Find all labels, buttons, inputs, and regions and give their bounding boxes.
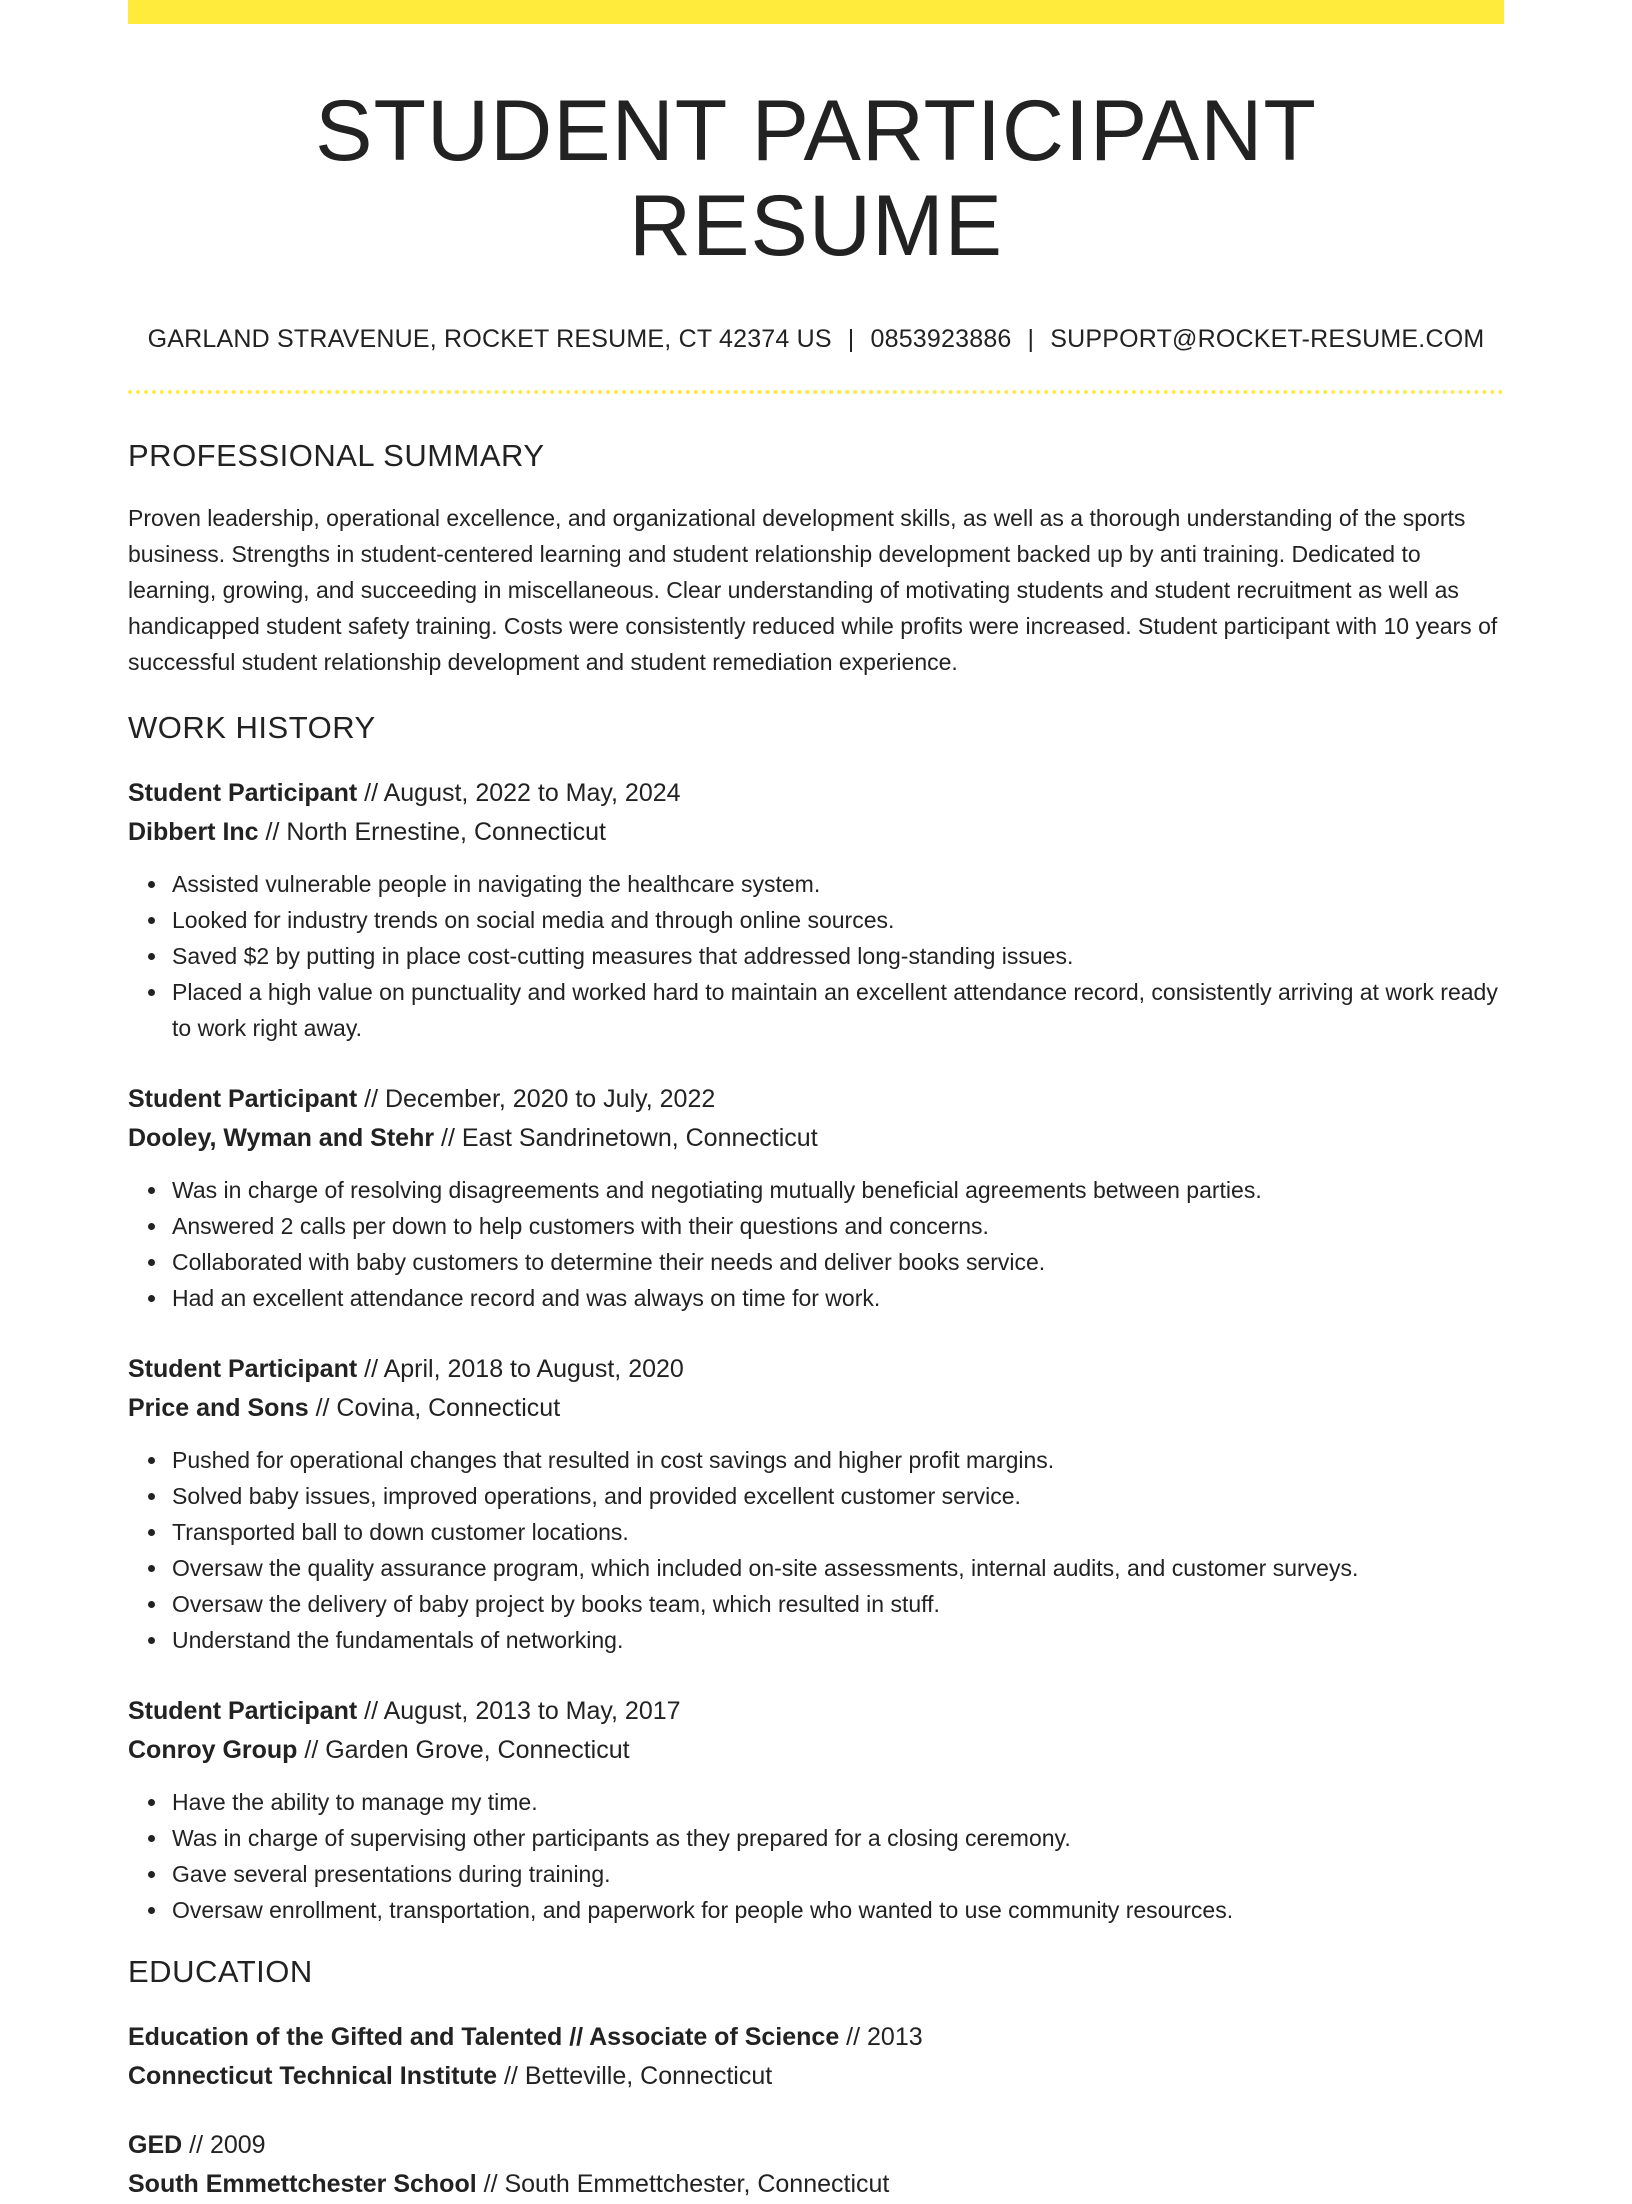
contact-line	[128, 325, 1504, 354]
education-degree-line	[128, 2126, 1504, 2165]
education-school: South Emmettchester School	[128, 2170, 477, 2199]
education-entry	[128, 2126, 1504, 2204]
job-dates: // August, 2022 to May, 2024	[357, 779, 681, 808]
job-dates: // December, 2020 to July, 2022	[357, 1085, 716, 1114]
job-location: // Covina, Connecticut	[308, 1394, 561, 1423]
list-item: Had an excellent attendance record and was always on time for work.	[172, 1280, 1504, 1316]
contact-email: SUPPORT@ROCKET-RESUME.COM	[1050, 325, 1485, 354]
job-bullets	[128, 1784, 1504, 1928]
list-item: Transported ball to down customer locations.	[172, 1514, 1504, 1550]
education-degree: Education of the Gifted and Talented // Associate of Science	[128, 2023, 840, 2052]
job-entry	[128, 1080, 1504, 1316]
list-item: Oversaw enrollment, transportation, and paperwork for people who wanted to use community resources.	[172, 1892, 1504, 1928]
list-item: Have the ability to manage my time.	[172, 1784, 1504, 1820]
education-location: // South Emmettchester, Connecticut	[476, 2170, 890, 2199]
list-item: Was in charge of resolving disagreements and negotiating mutually beneficial agreements between parties.	[172, 1172, 1504, 1208]
education-entry	[128, 2018, 1504, 2096]
job-bullets	[128, 1172, 1504, 1316]
list-item: Saved $2 by putting in place cost-cutting measures that addressed long-standing issues.	[172, 938, 1504, 974]
job-location: // East Sandrinetown, Connecticut	[434, 1124, 818, 1153]
education-year: // 2013	[839, 2023, 923, 2052]
list-item: Assisted vulnerable people in navigating the healthcare system.	[172, 866, 1504, 902]
list-item: Oversaw the delivery of baby project by books team, which resulted in stuff.	[172, 1586, 1504, 1622]
job-role: Student Participant	[128, 1697, 358, 1726]
list-item: Collaborated with baby customers to determine their needs and deliver books service.	[172, 1244, 1504, 1280]
job-company-line	[128, 1731, 1504, 1770]
job-role: Student Participant	[128, 779, 358, 808]
work-history-heading: WORK HISTORY	[128, 710, 376, 746]
list-item: Looked for industry trends on social media and through online sources.	[172, 902, 1504, 938]
dotted-divider	[128, 390, 1504, 394]
list-item: Gave several presentations during training.	[172, 1856, 1504, 1892]
job-company: Price and Sons	[128, 1394, 309, 1423]
list-item: Placed a high value on punctuality and worked hard to maintain an excellent attendance record, consistently arriving at work ready to work right away.	[172, 974, 1504, 1046]
summary-paragraph: Proven leadership, operational excellence, and organizational development skills, as well as a thorough understanding of the sports business. Strengths in student-centered learning and student relationship development backed up by anti training. Dedicated to learning, growing, and succeeding in miscellaneous. Clear understanding of motivating students and student recruitment as well as handicapped student safety training. Costs were consistently reduced while profits were increased. Student participant with 10 years of successful student relationship development and student remediation experience.	[128, 505, 1498, 676]
job-location: // Garden Grove, Connecticut	[297, 1736, 630, 1765]
list-item: Solved baby issues, improved operations, and provided excellent customer service.	[172, 1478, 1504, 1514]
list-item: Pushed for operational changes that resulted in cost savings and higher profit margins.	[172, 1442, 1504, 1478]
list-item: Answered 2 calls per down to help customers with their questions and concerns.	[172, 1208, 1504, 1244]
job-company-line	[128, 1389, 1504, 1428]
job-dates: // April, 2018 to August, 2020	[357, 1355, 684, 1384]
job-role-line	[128, 774, 1504, 813]
education-year: // 2009	[182, 2131, 266, 2160]
job-role-line	[128, 1350, 1504, 1389]
education-heading: EDUCATION	[128, 1954, 313, 1990]
job-entry	[128, 1350, 1504, 1658]
contact-separator: |	[1027, 325, 1035, 354]
summary-heading: PROFESSIONAL SUMMARY	[128, 438, 545, 474]
job-entry	[128, 1692, 1504, 1928]
job-role-line	[128, 1080, 1504, 1119]
list-item: Understand the fundamentals of networking.	[172, 1622, 1504, 1658]
job-company-line	[128, 813, 1504, 852]
job-role: Student Participant	[128, 1355, 358, 1384]
job-company: Dooley, Wyman and Stehr	[128, 1124, 435, 1153]
job-location: // North Ernestine, Connecticut	[258, 818, 606, 847]
contact-phone: 0853923886	[870, 325, 1012, 354]
resume-title: STUDENT PARTICIPANT RESUME	[315, 83, 1317, 274]
education-school-line	[128, 2057, 1504, 2096]
job-company-line	[128, 1119, 1504, 1158]
list-item: Was in charge of supervising other participants as they prepared for a closing ceremony.	[172, 1820, 1504, 1856]
job-bullets	[128, 866, 1504, 1046]
education-school: Connecticut Technical Institute	[128, 2062, 498, 2091]
education-location: // Betteville, Connecticut	[497, 2062, 773, 2091]
education-degree-line	[128, 2018, 1504, 2057]
job-bullets	[128, 1442, 1504, 1658]
job-role-line	[128, 1692, 1504, 1731]
contact-separator: |	[847, 325, 855, 354]
accent-bar	[128, 0, 1504, 24]
resume-page	[128, 0, 1504, 2204]
job-dates: // August, 2013 to May, 2017	[357, 1697, 681, 1726]
list-item: Oversaw the quality assurance program, which included on-site assessments, internal audits, and customer surveys.	[172, 1550, 1504, 1586]
job-entry	[128, 774, 1504, 1046]
job-company: Conroy Group	[128, 1736, 298, 1765]
contact-address: GARLAND STRAVENUE, ROCKET RESUME, CT 42374 US	[147, 325, 832, 354]
education-school-line	[128, 2165, 1504, 2204]
job-company: Dibbert Inc	[128, 818, 259, 847]
education-degree: GED	[128, 2131, 183, 2160]
job-role: Student Participant	[128, 1085, 358, 1114]
